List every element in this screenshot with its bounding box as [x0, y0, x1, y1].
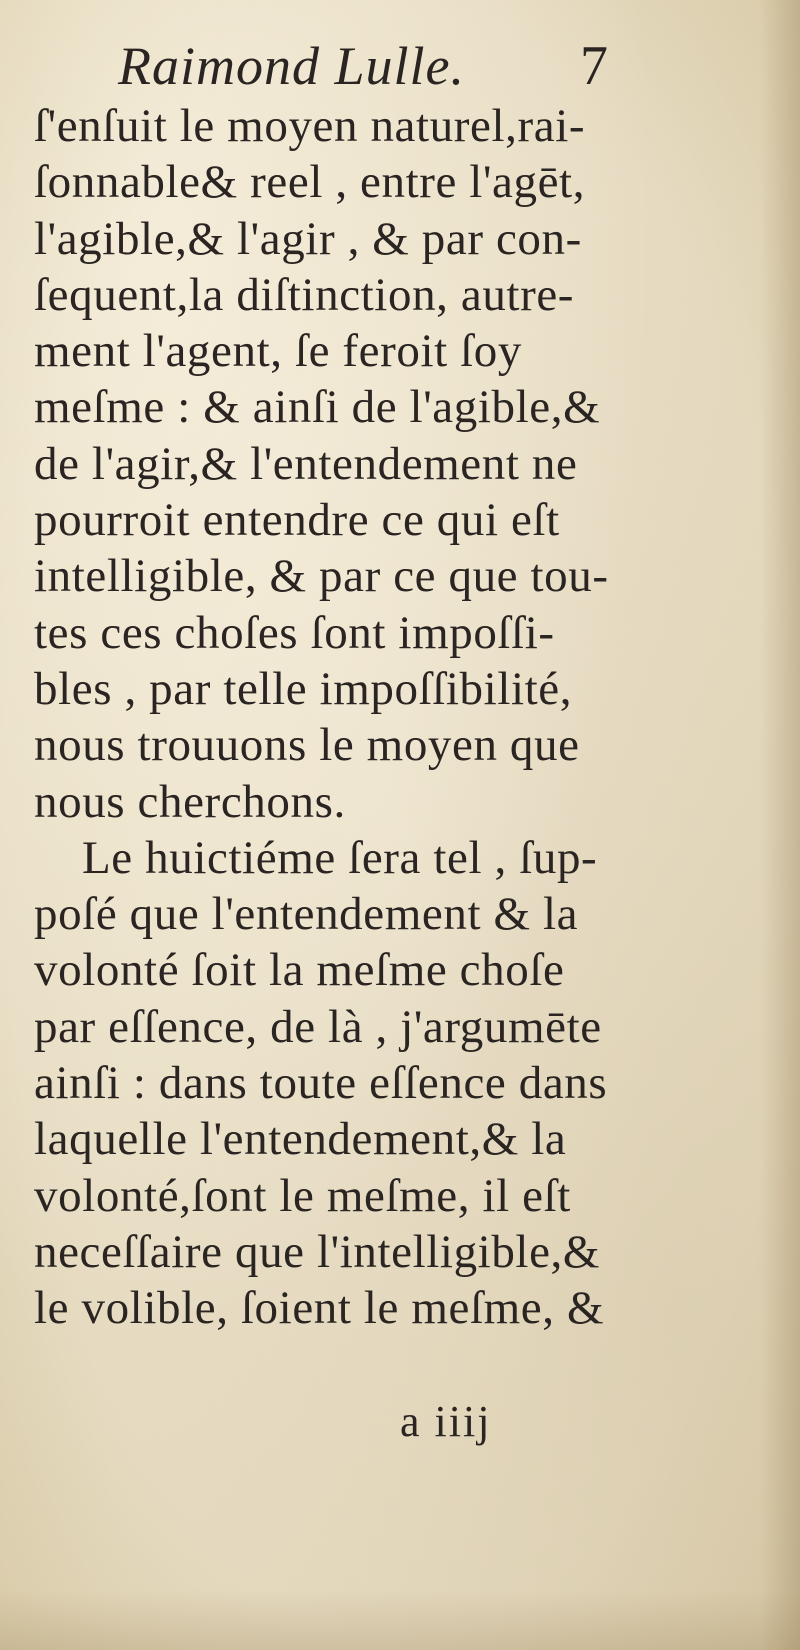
- text-line: meſme : & ainſi de l'agible,&: [34, 381, 601, 434]
- page-number: 7: [580, 35, 608, 97]
- body-text: [34, 98, 674, 1337]
- text-line: ſonnable& reel , entre l'agēt,: [34, 156, 586, 209]
- running-head: [0, 36, 800, 96]
- text-line: bles , par telle impoſſibilité,: [34, 662, 573, 715]
- text-line: ſequent,la diſtinction, autre-: [34, 268, 575, 321]
- text-line: laquelle l'entendement,& la: [34, 1113, 567, 1166]
- page-edge-shadow: [760, 0, 800, 1650]
- page-bottom-shadow: [0, 1590, 800, 1650]
- text-line: pourroit entendre ce qui eſt: [34, 494, 560, 547]
- text-line: le volible, ſoient le meſme, &: [34, 1282, 605, 1335]
- text-line: nous cherchons.: [34, 775, 346, 828]
- text-line: ment l'agent, ſe feroit ſoy: [34, 325, 522, 378]
- text-line: ainſi : dans toute eſſence dans: [34, 1057, 608, 1110]
- text-line: volonté ſoit la meſme choſe: [34, 944, 565, 997]
- running-title: Raimond Lulle.: [118, 36, 465, 96]
- paragraph-start-line: Le huictiéme ſera tel , ſup-: [82, 831, 598, 884]
- signature-mark: a iiij: [400, 1397, 492, 1446]
- text-line: poſé que l'entendement & la: [34, 888, 579, 941]
- text-line: neceſſaire que l'intelligible,&: [34, 1225, 601, 1278]
- text-line: nous trouuons le moyen que: [34, 719, 580, 772]
- text-line: volonté,ſont le meſme, il eſt: [34, 1169, 571, 1222]
- text-line: intelligible, & par ce que tou-: [34, 550, 609, 603]
- text-line: l'agible,& l'agir , & par con-: [34, 212, 582, 265]
- text-line: tes ces choſes ſont impoſſi-: [34, 606, 555, 659]
- text-line: ſ'enſuit le moyen naturel,rai-: [34, 100, 586, 152]
- text-line: par eſſence, de là , j'argumēte: [34, 1000, 602, 1053]
- text-line: de l'agir,& l'entendement ne: [34, 437, 578, 490]
